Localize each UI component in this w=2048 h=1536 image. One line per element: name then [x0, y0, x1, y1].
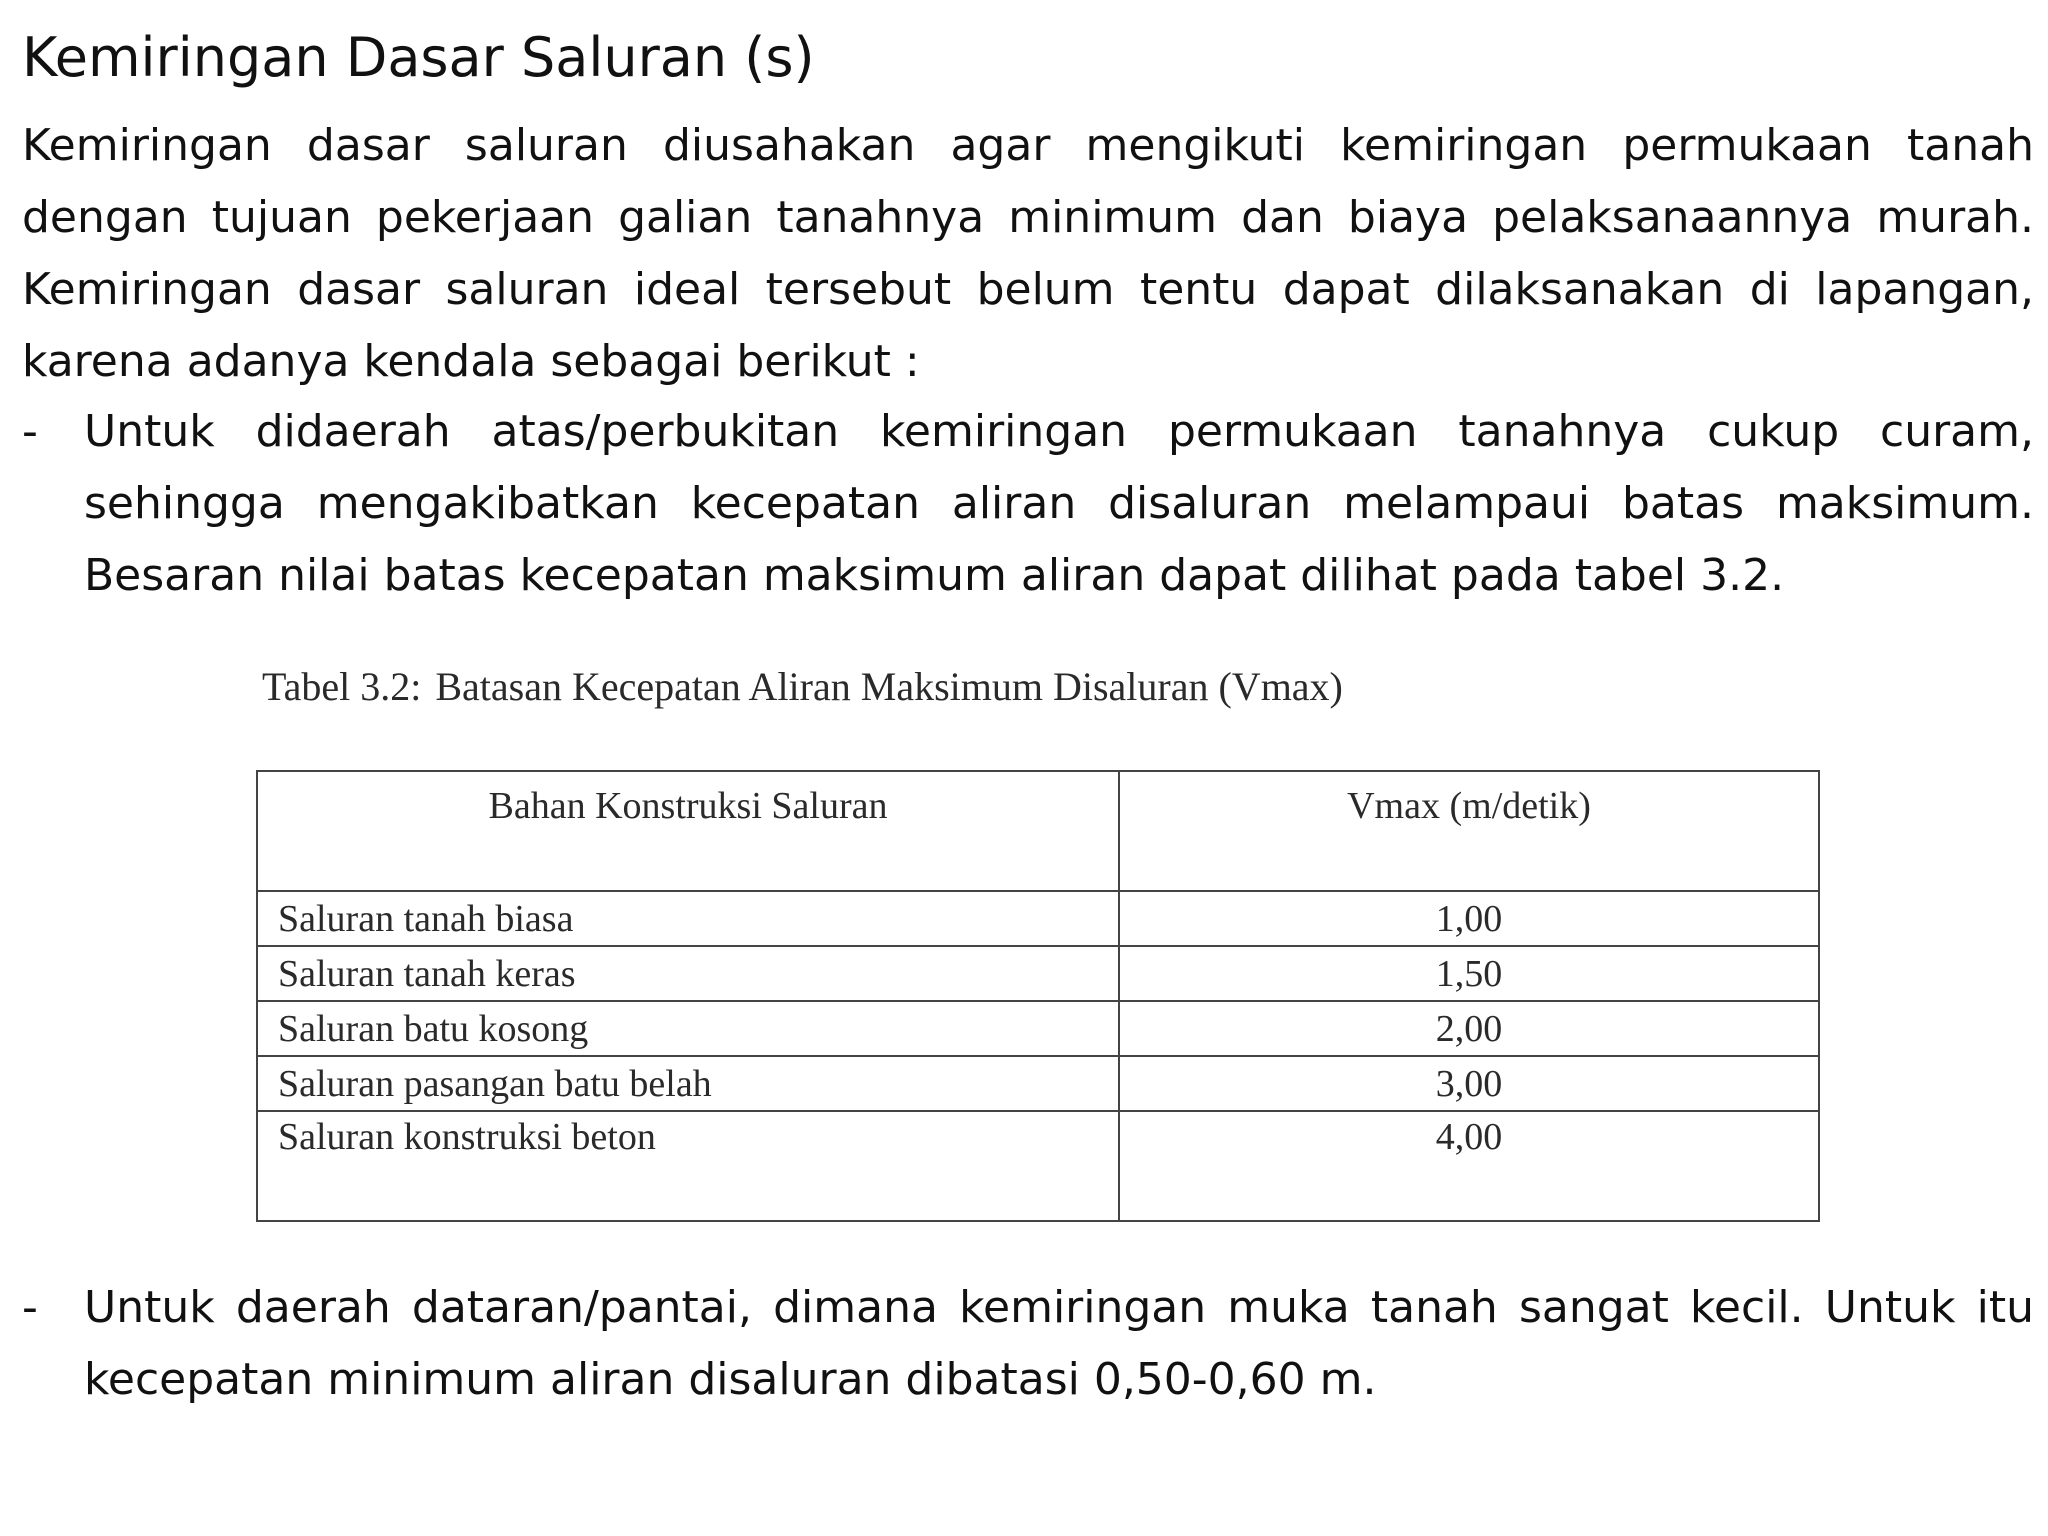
table-row — [257, 1001, 1819, 1056]
table-row — [257, 1056, 1819, 1111]
bullet-marker: - — [22, 406, 38, 457]
table-caption — [262, 660, 1343, 714]
bullet-text: Untuk didaerah atas/perbukitan kemiringan permukaan tanahnya cukup curam, sehingga mengakibatkan kecepatan aliran disaluran melampaui batas maksimum. Besaran nilai batas kecepatan maksimum aliran dapat dilihat pada tabel 3.2. — [84, 406, 2034, 601]
cell-material: Saluran batu kosong — [257, 1001, 1119, 1056]
cell-vmax: 4,00 — [1119, 1111, 1819, 1221]
cell-material: Saluran pasangan batu belah — [257, 1056, 1119, 1111]
header-material: Bahan Konstruksi Saluran — [257, 771, 1119, 891]
bullet-text: Untuk daerah dataran/pantai, dimana kemiringan muka tanah sangat kecil. Untuk itu kecepatan minimum aliran disaluran dibatasi 0,50-0,60 m. — [84, 1282, 2034, 1405]
table-caption-text: Batasan Kecepatan Aliran Maksimum Disaluran (Vmax) — [435, 664, 1343, 709]
table-row — [257, 1111, 1819, 1221]
bullet-item — [22, 1272, 2034, 1416]
intro-paragraph: Kemiringan dasar saluran diusahakan agar mengikuti kemiringan permukaan tanah dengan tujuan pekerjaan galian tanahnya minimum dan biaya pelaksanaannya murah. Kemiringan dasar saluran ideal tersebut belum tentu dapat dilaksanakan di lapangan, karena adanya kendala sebagai berikut : — [22, 120, 2034, 387]
header-vmax: Vmax (m/detik) — [1119, 771, 1819, 891]
vmax-table — [256, 770, 1820, 1222]
table-row — [257, 946, 1819, 1001]
cell-vmax: 1,00 — [1119, 891, 1819, 946]
cell-material: Saluran tanah biasa — [257, 891, 1119, 946]
cell-vmax: 1,50 — [1119, 946, 1819, 1001]
table-row — [257, 891, 1819, 946]
table-header-row — [257, 771, 1819, 891]
cell-vmax: 3,00 — [1119, 1056, 1819, 1111]
bullet-marker: - — [22, 1282, 38, 1333]
table-caption-label: Tabel 3.2: — [262, 664, 422, 709]
bullet-item — [22, 396, 2034, 612]
page-title: Kemiringan Dasar Saluran (s) — [22, 26, 815, 89]
cell-vmax: 2,00 — [1119, 1001, 1819, 1056]
cell-material: Saluran konstruksi beton — [257, 1111, 1119, 1221]
cell-material: Saluran tanah keras — [257, 946, 1119, 1001]
